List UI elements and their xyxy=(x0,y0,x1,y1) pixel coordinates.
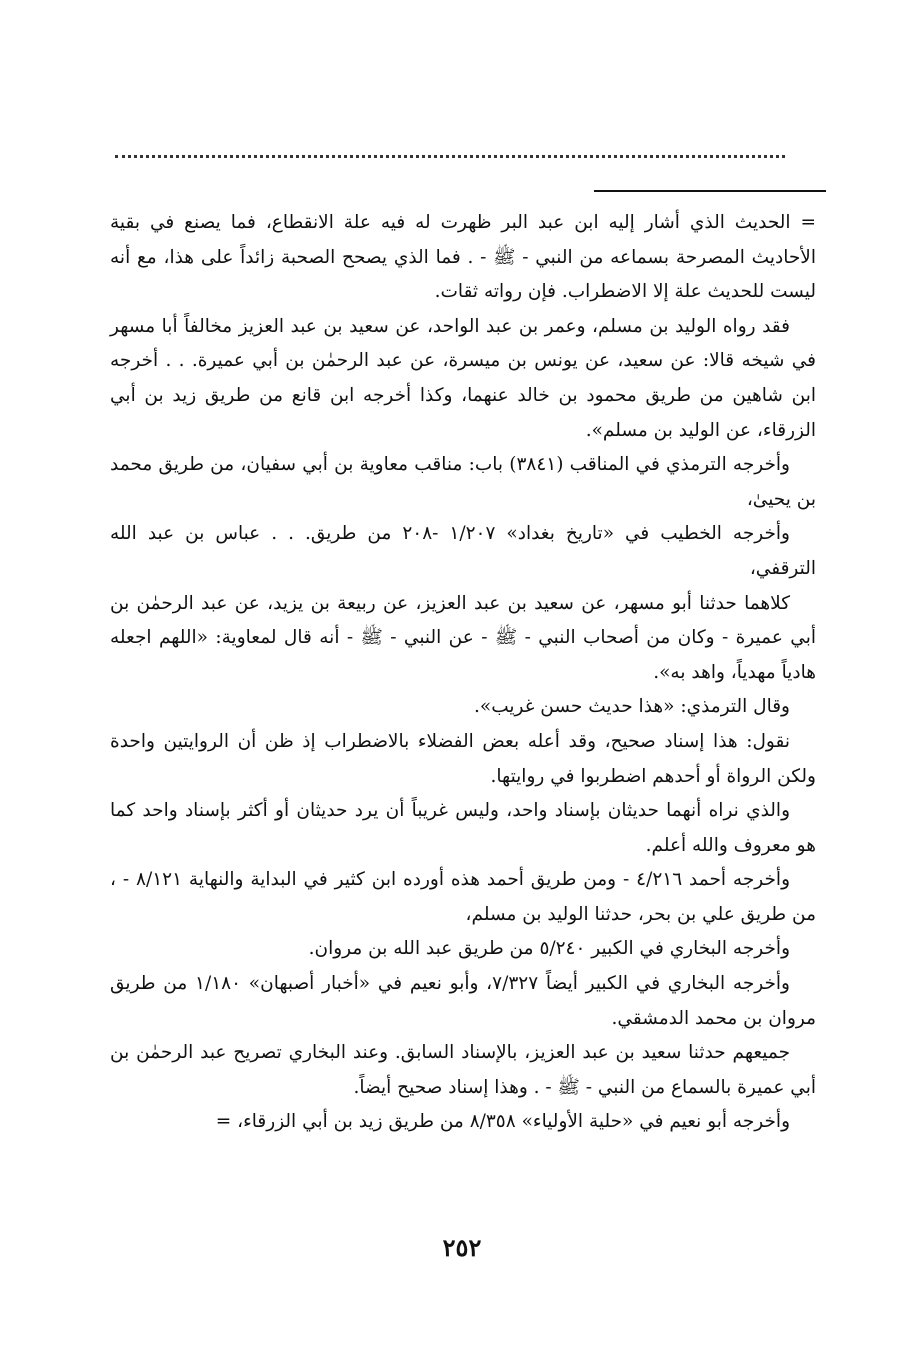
footnote-text xyxy=(110,206,816,1140)
paragraph: كلاهما حدثنا أبو مسهر، عن سعيد بن عبد العزيز، عن ربيعة بن يزيد، عن عبد الرحمٰن بن أبي عميرة - وكان من أصحاب النبي - ﷺ - عن النبي - ﷺ - أنه قال لمعاوية: «اللهم اجعله هادياً مهدياً، واهد به». xyxy=(110,592,816,683)
paragraph: وأخرجه الخطيب في «تاريخ بغداد» ١/٢٠٧ -٢٠٨ من طريق. . . عباس بن عبد الله الترقفي، xyxy=(110,523,816,579)
paragraph: والذي نراه أنهما حديثان بإسناد واحد، وليس غريباً أن يرد حديثان أو أكثر بإسناد واحد كما هو معروف والله أعلم. xyxy=(110,800,816,856)
paragraph: وأخرجه أحمد ٤/٢١٦ - ومن طريق أحمد هذه أورده ابن كثير في البداية والنهاية ٨/١٢١ - ، من طريق علي بن بحر، حدثنا الوليد بن مسلم، xyxy=(110,869,816,925)
footnote-rule xyxy=(594,190,826,192)
paragraph: وأخرجه البخاري في الكبير ٥/٢٤٠ من طريق عبد الله بن مروان. xyxy=(308,938,790,960)
paragraph: جميعهم حدثنا سعيد بن عبد العزيز، بالإسناد السابق. وعند البخاري تصريح عبد الرحمٰن بن أبي عميرة بالسماع من النبي - ﷺ - . وهذا إسناد صحيح أيضاً. xyxy=(110,1042,816,1098)
paragraph: نقول: هذا إسناد صحيح، وقد أعله بعض الفضلاء بالاضطراب إذ ظن أن الروايتين واحدة ولكن الرواة أو أحدهم اضطربوا في روايتها. xyxy=(110,730,816,787)
paragraph: وأخرجه أبو نعيم في «حلية الأولياء» ٨/٣٥٨ من طريق زيد بن أبي الزرقاء، = xyxy=(215,1111,790,1133)
paragraph: وأخرجه البخاري في الكبير أيضاً ٧/٣٢٧، وأبو نعيم في «أخبار أصبهان» ١/١٨٠ من طريق مروان بن محمد الدمشقي. xyxy=(110,973,816,1029)
paragraph: فقد رواه الوليد بن مسلم، وعمر بن عبد الواحد، عن سعيد بن عبد العزيز مخالفاً أبا مسهر في شيخه قالا: عن سعيد، عن يونس بن ميسرة، عن عبد الرحمٰن بن أبي عميرة. . . أخرجه ابن شاهين من طريق محمود بن خالد عنهما، وكذا أخرجه ابن قانع من طريق زيد بن أبي الزرقاء، عن الوليد بن مسلم». xyxy=(110,315,816,441)
paragraph: وقال الترمذي: «هذا حديث حسن غريب». xyxy=(474,696,790,718)
paragraph-continuation: = الحديث الذي أشار إليه ابن عبد البر ظهرت له فيه علة الانقطاع، فما يصنع في بقية الأحاديث المصرحة بسماعه من النبي - ﷺ - . فما الذي يصحح الصحبة زائداً على هذا، مع أنه ليست للحديث علة إلا الاضطراب. فإن رواته ثقات. xyxy=(110,212,816,303)
page-number: ٢٥٢ xyxy=(442,1233,482,1262)
dotted-separator xyxy=(115,155,785,158)
paragraph: وأخرجه الترمذي في المناقب (٣٨٤١) باب: مناقب معاوية بن أبي سفيان، من طريق محمد بن يحيىٰ، xyxy=(110,454,816,510)
